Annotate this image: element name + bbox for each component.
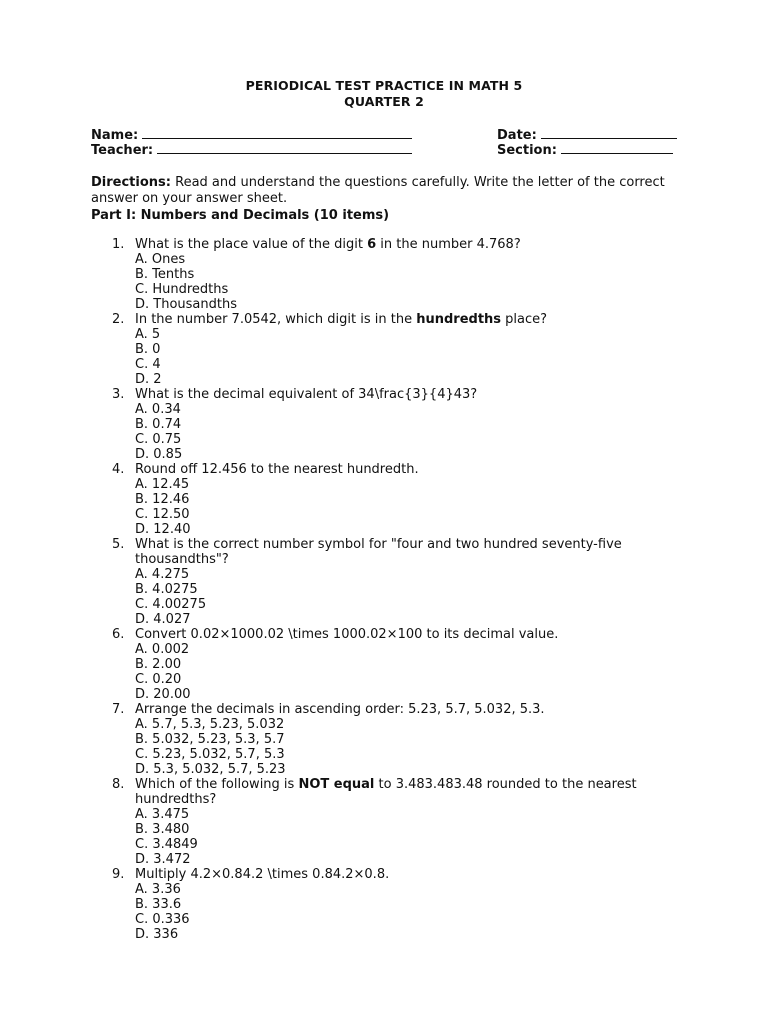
answer-option: D. 4.027	[135, 612, 191, 627]
date-blank-line[interactable]	[541, 127, 677, 139]
question-emphasis: 6	[367, 237, 377, 252]
question-item	[91, 702, 711, 777]
answer-option: D. 12.40	[135, 522, 191, 537]
answer-option: B. 12.46	[135, 492, 190, 507]
page-title: PERIODICAL TEST PRACTICE IN MATH 5	[245, 78, 523, 93]
answer-option: C. Hundredths	[135, 282, 229, 297]
date-label: Date:	[497, 128, 537, 143]
question-number: 3.	[112, 387, 125, 402]
section-field[interactable]	[497, 142, 673, 158]
question-text-part: Which of the following is	[135, 777, 299, 792]
question-text-part: Multiply 4.2×0.84.2 \times 0.84.2×0.8.	[135, 867, 390, 882]
directions	[91, 175, 701, 207]
question-number: 2.	[112, 312, 125, 327]
question-emphasis: hundredths	[416, 312, 502, 327]
question-text-part: Round off 12.456 to the nearest hundredth.	[135, 462, 419, 477]
answer-option: D. 2	[135, 372, 162, 387]
name-field[interactable]	[91, 127, 412, 143]
name-label: Name:	[91, 128, 139, 143]
question-text-part: to 3.483.483.48 rounded to the nearest hundredths?	[135, 777, 637, 807]
answer-option: A. 3.475	[135, 807, 190, 822]
question-text-part: What is the correct number symbol for "four and two hundred seventy-five thousandths"?	[135, 537, 622, 567]
page-subtitle: QUARTER 2	[344, 94, 424, 109]
question-item	[91, 237, 711, 312]
question-text	[135, 537, 711, 567]
question-number: 7.	[112, 702, 125, 717]
answer-option: D. 20.00	[135, 687, 191, 702]
question-number: 6.	[112, 627, 125, 642]
question-text-part: Convert 0.02×1000.02 \times 1000.02×100 to its decimal value.	[135, 627, 559, 642]
question-number: 9.	[112, 867, 125, 882]
question-item	[91, 777, 711, 867]
question-number: 5.	[112, 537, 125, 552]
question-number: 1.	[112, 237, 125, 252]
directions-label: Directions:	[91, 175, 171, 190]
answer-option: A. 5	[135, 327, 161, 342]
answer-option: D. 336	[135, 927, 179, 942]
question-item	[91, 312, 711, 387]
section-label: Section:	[497, 143, 557, 158]
teacher-label: Teacher:	[91, 143, 154, 158]
question-number: 4.	[112, 462, 125, 477]
answer-option: A. 12.45	[135, 477, 190, 492]
answer-option: C. 4	[135, 357, 161, 372]
answer-option: B. 2.00	[135, 657, 182, 672]
question-list	[91, 237, 711, 942]
question-emphasis: NOT equal	[298, 777, 375, 792]
question-text-part: What is the place value of the digit	[135, 237, 368, 252]
directions-text: Read and understand the questions carefully. Write the letter of the correct answer on your answer sheet.	[91, 175, 665, 206]
question-text-part: Arrange the decimals in ascending order: 5.23, 5.7, 5.032, 5.3.	[135, 702, 545, 717]
question-text	[135, 462, 711, 477]
question-item	[91, 537, 711, 627]
question-text-part: In the number 7.0542, which digit is in the	[135, 312, 417, 327]
question-text	[135, 387, 711, 402]
part-title: Part I: Numbers and Decimals (10 items)	[91, 208, 390, 223]
question-text	[135, 777, 711, 807]
answer-option: A. Ones	[135, 252, 186, 267]
question-text-part: What is the decimal equivalent of 34\frac{3}{4}43?	[135, 387, 478, 402]
question-text-part: in the number 4.768?	[376, 237, 521, 252]
answer-option: A. 0.34	[135, 402, 181, 417]
answer-option: B. Tenths	[135, 267, 195, 282]
answer-option: B. 33.6	[135, 897, 182, 912]
answer-option: C. 0.75	[135, 432, 182, 447]
question-item	[91, 462, 711, 537]
answer-option: C. 0.20	[135, 672, 182, 687]
question-text	[135, 237, 711, 252]
answer-option: D. 3.472	[135, 852, 191, 867]
question-text-part: place?	[501, 312, 548, 327]
answer-option: D. Thousandths	[135, 297, 237, 312]
answer-option: B. 0.74	[135, 417, 182, 432]
teacher-field[interactable]	[91, 142, 412, 158]
answer-option: D. 5.3, 5.032, 5.7, 5.23	[135, 762, 286, 777]
question-item	[91, 387, 711, 462]
question-item	[91, 627, 711, 702]
answer-option: C. 3.4849	[135, 837, 198, 852]
answer-option: D. 0.85	[135, 447, 183, 462]
question-text	[135, 627, 711, 642]
question-text	[135, 312, 711, 327]
answer-option: B. 5.032, 5.23, 5.3, 5.7	[135, 732, 285, 747]
name-blank-line[interactable]	[142, 127, 412, 139]
answer-option: A. 0.002	[135, 642, 190, 657]
teacher-blank-line[interactable]	[157, 142, 412, 154]
question-number: 8.	[112, 777, 125, 792]
question-text	[135, 867, 711, 882]
answer-option: A. 4.275	[135, 567, 190, 582]
question-item	[91, 867, 711, 942]
answer-option: C. 4.00275	[135, 597, 207, 612]
question-text	[135, 702, 711, 717]
section-blank-line[interactable]	[561, 142, 673, 154]
answer-option: B. 0	[135, 342, 161, 357]
answer-option: C. 12.50	[135, 507, 190, 522]
date-field[interactable]	[497, 127, 677, 143]
answer-option: A. 5.7, 5.3, 5.23, 5.032	[135, 717, 285, 732]
answer-option: B. 3.480	[135, 822, 190, 837]
answer-option: A. 3.36	[135, 882, 181, 897]
answer-option: C. 5.23, 5.032, 5.7, 5.3	[135, 747, 285, 762]
answer-option: C. 0.336	[135, 912, 190, 927]
answer-option: B. 4.0275	[135, 582, 198, 597]
